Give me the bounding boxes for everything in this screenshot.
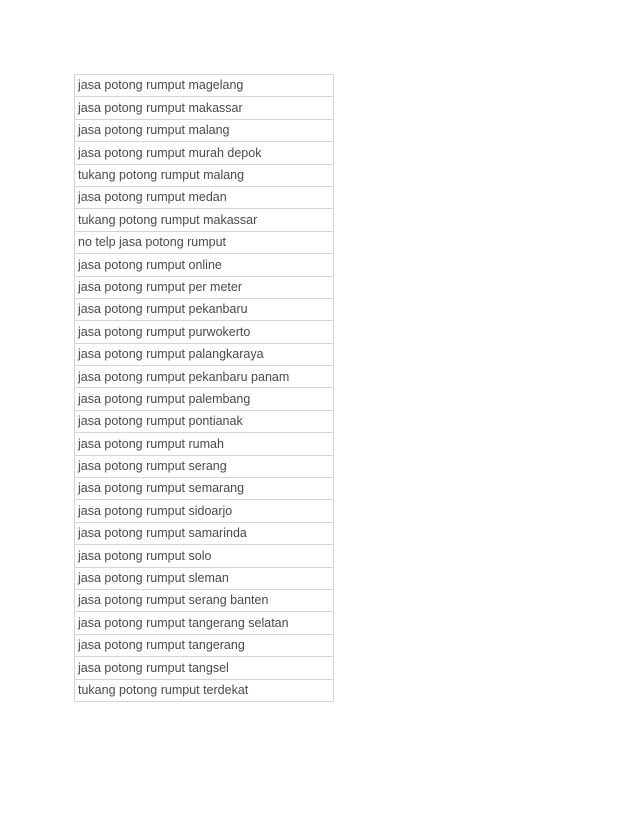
keyword-cell: jasa potong rumput medan [75, 186, 334, 208]
keyword-cell: jasa potong rumput samarinda [75, 522, 334, 544]
table-row [75, 410, 334, 432]
table-row [75, 231, 334, 253]
keyword-cell: jasa potong rumput rumah [75, 433, 334, 455]
table-row [75, 589, 334, 611]
table-row [75, 433, 334, 455]
keyword-cell: jasa potong rumput online [75, 254, 334, 276]
table-row [75, 545, 334, 567]
keyword-cell: jasa potong rumput tangerang [75, 634, 334, 656]
keyword-table [74, 74, 334, 702]
table-row [75, 97, 334, 119]
keyword-cell: jasa potong rumput palangkaraya [75, 343, 334, 365]
table-row [75, 455, 334, 477]
table-row [75, 522, 334, 544]
keyword-cell: jasa potong rumput serang [75, 455, 334, 477]
table-row [75, 142, 334, 164]
keyword-cell: jasa potong rumput murah depok [75, 142, 334, 164]
keyword-table-body [75, 75, 334, 702]
keyword-cell: jasa potong rumput solo [75, 545, 334, 567]
keyword-cell: jasa potong rumput sleman [75, 567, 334, 589]
table-row [75, 679, 334, 701]
table-row [75, 388, 334, 410]
table-row [75, 209, 334, 231]
table-row [75, 119, 334, 141]
table-row [75, 478, 334, 500]
table-row [75, 298, 334, 320]
keyword-cell: jasa potong rumput tangsel [75, 657, 334, 679]
table-row [75, 343, 334, 365]
table-row [75, 366, 334, 388]
keyword-cell: jasa potong rumput pontianak [75, 410, 334, 432]
keyword-cell: jasa potong rumput pekanbaru [75, 298, 334, 320]
keyword-cell: jasa potong rumput sidoarjo [75, 500, 334, 522]
keyword-cell: tukang potong rumput terdekat [75, 679, 334, 701]
keyword-cell: tukang potong rumput makassar [75, 209, 334, 231]
keyword-cell: jasa potong rumput makassar [75, 97, 334, 119]
table-row [75, 657, 334, 679]
keyword-cell: jasa potong rumput semarang [75, 478, 334, 500]
table-row [75, 75, 334, 97]
table-row [75, 164, 334, 186]
table-row [75, 634, 334, 656]
keyword-cell: jasa potong rumput per meter [75, 276, 334, 298]
keyword-cell: jasa potong rumput malang [75, 119, 334, 141]
keyword-cell: jasa potong rumput purwokerto [75, 321, 334, 343]
table-row [75, 567, 334, 589]
table-row [75, 500, 334, 522]
keyword-cell: no telp jasa potong rumput [75, 231, 334, 253]
keyword-cell: jasa potong rumput palembang [75, 388, 334, 410]
table-row [75, 254, 334, 276]
table-row [75, 612, 334, 634]
table-row [75, 186, 334, 208]
keyword-cell: jasa potong rumput magelang [75, 75, 334, 97]
keyword-cell: jasa potong rumput serang banten [75, 589, 334, 611]
keyword-cell: tukang potong rumput malang [75, 164, 334, 186]
table-row [75, 321, 334, 343]
table-row [75, 276, 334, 298]
keyword-cell: jasa potong rumput pekanbaru panam [75, 366, 334, 388]
keyword-cell: jasa potong rumput tangerang selatan [75, 612, 334, 634]
